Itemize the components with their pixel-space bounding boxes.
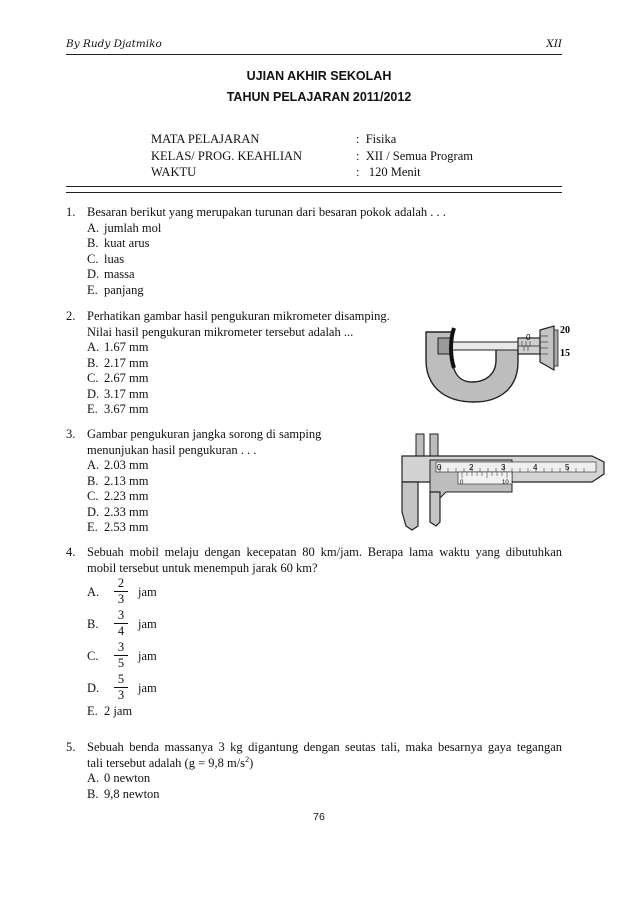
question-number: 1.	[66, 205, 76, 219]
question-text: Perhatikan gambar hasil pengukuran mikrometer disamping.	[87, 309, 390, 323]
info-value: : Fisika	[356, 132, 397, 146]
option-label: E.	[87, 520, 98, 534]
option-label: E.	[87, 402, 98, 416]
option-text: 2 jam	[104, 704, 133, 718]
option-unit: jam	[138, 617, 157, 631]
fraction	[114, 640, 128, 671]
caliper-vernier-label: 10	[502, 480, 509, 486]
option-unit: jam	[138, 649, 157, 663]
numerator: 5	[114, 672, 128, 688]
question-text: Besaran berikut yang merupakan turunan dari besaran pokok adalah . . .	[87, 205, 446, 219]
info-key: WAKTU	[151, 165, 197, 179]
option-label: C.	[87, 251, 99, 266]
micrometer-figure	[420, 316, 580, 406]
question-number: 2.	[66, 309, 76, 323]
question-text: Sebuah benda massanya 3 kg digantung dengan seutas tali, maka besarnya gaya tegangan	[87, 740, 562, 754]
option-label: E.	[87, 282, 98, 297]
option-label: C.	[87, 371, 99, 385]
question-text: menunjukan hasil pengukuran . . .	[87, 442, 257, 457]
question-number: 5.	[66, 740, 76, 754]
info-value: : XII / Semua Program	[356, 148, 473, 163]
option-text: 2.17 mm	[104, 355, 149, 370]
option-text: 0 newton	[104, 771, 151, 785]
denominator: 5	[117, 656, 125, 670]
question-number: 4.	[66, 545, 76, 559]
option-label: D.	[87, 504, 100, 519]
option-text: 9,8 newton	[104, 786, 160, 801]
option-label: C.	[87, 649, 99, 663]
option-label: D.	[87, 267, 100, 281]
caliper-main-label: 4	[533, 463, 538, 472]
caliper-main-label: 0	[437, 463, 442, 472]
question-text: mobil tersebut untuk menempuh jarak 60 km?	[87, 560, 318, 575]
question-text: Nilai hasil pengukuran mikrometer tersebut adalah ...	[87, 324, 354, 339]
option-unit: jam	[138, 585, 157, 599]
info-key: KELAS/ PROG. KEAHLIAN	[151, 148, 303, 163]
exam-info	[151, 131, 511, 181]
denominator: 3	[117, 688, 125, 702]
info-row-time	[151, 164, 511, 181]
header-author: By Rudy Djatmiko	[66, 38, 162, 50]
option-label: A.	[87, 340, 100, 354]
numerator: 3	[114, 608, 128, 624]
option-label: B.	[87, 786, 99, 801]
header-grade: XII	[546, 38, 562, 50]
option-label: D.	[87, 386, 100, 401]
option-label: B.	[87, 355, 99, 370]
option-text: 2.53 mm	[104, 520, 149, 534]
page-number: 76	[313, 811, 325, 823]
superscript: 2	[245, 754, 250, 764]
question-text-part: tali tersebut adalah (g = 9,8 m/s	[87, 755, 246, 770]
divider-line	[66, 186, 562, 187]
option-text: massa	[104, 267, 135, 281]
fraction	[114, 608, 128, 639]
question-text: Gambar pengukuran jangka sorong di samping	[87, 427, 322, 441]
option-text: 2.13 mm	[104, 473, 149, 488]
option-unit: jam	[138, 681, 157, 695]
caliper-vernier-label: 0	[460, 480, 464, 486]
option-text: 2.23 mm	[104, 489, 149, 503]
divider-line	[66, 192, 562, 193]
option-label: B.	[87, 617, 99, 631]
micrometer-label: 15	[560, 348, 570, 359]
caliper-main-label: 2	[469, 463, 474, 472]
info-row-class	[151, 148, 511, 165]
exam-year: TAHUN PELAJARAN 2011/2012	[226, 90, 412, 104]
option-label: C.	[87, 489, 99, 503]
option-label: D.	[87, 681, 100, 695]
option-text: 2.03 mm	[104, 458, 149, 472]
option-text: luas	[104, 251, 125, 266]
fraction	[114, 672, 128, 703]
option-text: 3.17 mm	[104, 386, 149, 401]
question-text: Sebuah mobil melaju dengan kecepatan 80 km/jam. Berapa lama waktu yang dibutuhkan	[87, 545, 562, 559]
info-value: : 120 Menit	[356, 165, 421, 179]
option-label: A.	[87, 458, 100, 472]
option-label: A.	[87, 220, 100, 235]
micrometer-label: 20	[560, 325, 570, 336]
page-header	[66, 38, 562, 55]
option-label: B.	[87, 236, 99, 250]
info-key: MATA PELAJARAN	[151, 132, 260, 146]
question-text	[87, 756, 253, 772]
numerator: 3	[114, 640, 128, 656]
question-text-part: )	[249, 755, 254, 770]
option-label: B.	[87, 473, 99, 488]
denominator: 4	[117, 624, 125, 638]
numerator: 2	[114, 576, 128, 592]
option-text: panjang	[104, 282, 144, 297]
option-text: kuat arus	[104, 236, 150, 250]
micrometer-label: 0	[526, 333, 531, 342]
denominator: 3	[117, 592, 125, 606]
option-text: 2.33 mm	[104, 504, 149, 519]
option-text: 2.67 mm	[104, 371, 149, 385]
option-text: 1.67 mm	[104, 340, 149, 354]
option-text: 3.67 mm	[104, 402, 149, 416]
info-row-subject	[151, 131, 511, 148]
option-label: E.	[87, 704, 98, 718]
option-label: A.	[87, 771, 100, 785]
question-number: 3.	[66, 427, 76, 441]
option-label: A.	[87, 585, 100, 599]
caliper-main-label: 5	[565, 463, 570, 472]
exam-title: UJIAN AKHIR SEKOLAH	[246, 69, 392, 83]
fraction	[114, 576, 128, 607]
option-text: jumlah mol	[104, 220, 162, 235]
caliper-main-label: 3	[501, 463, 506, 472]
caliper-figure	[396, 430, 606, 534]
